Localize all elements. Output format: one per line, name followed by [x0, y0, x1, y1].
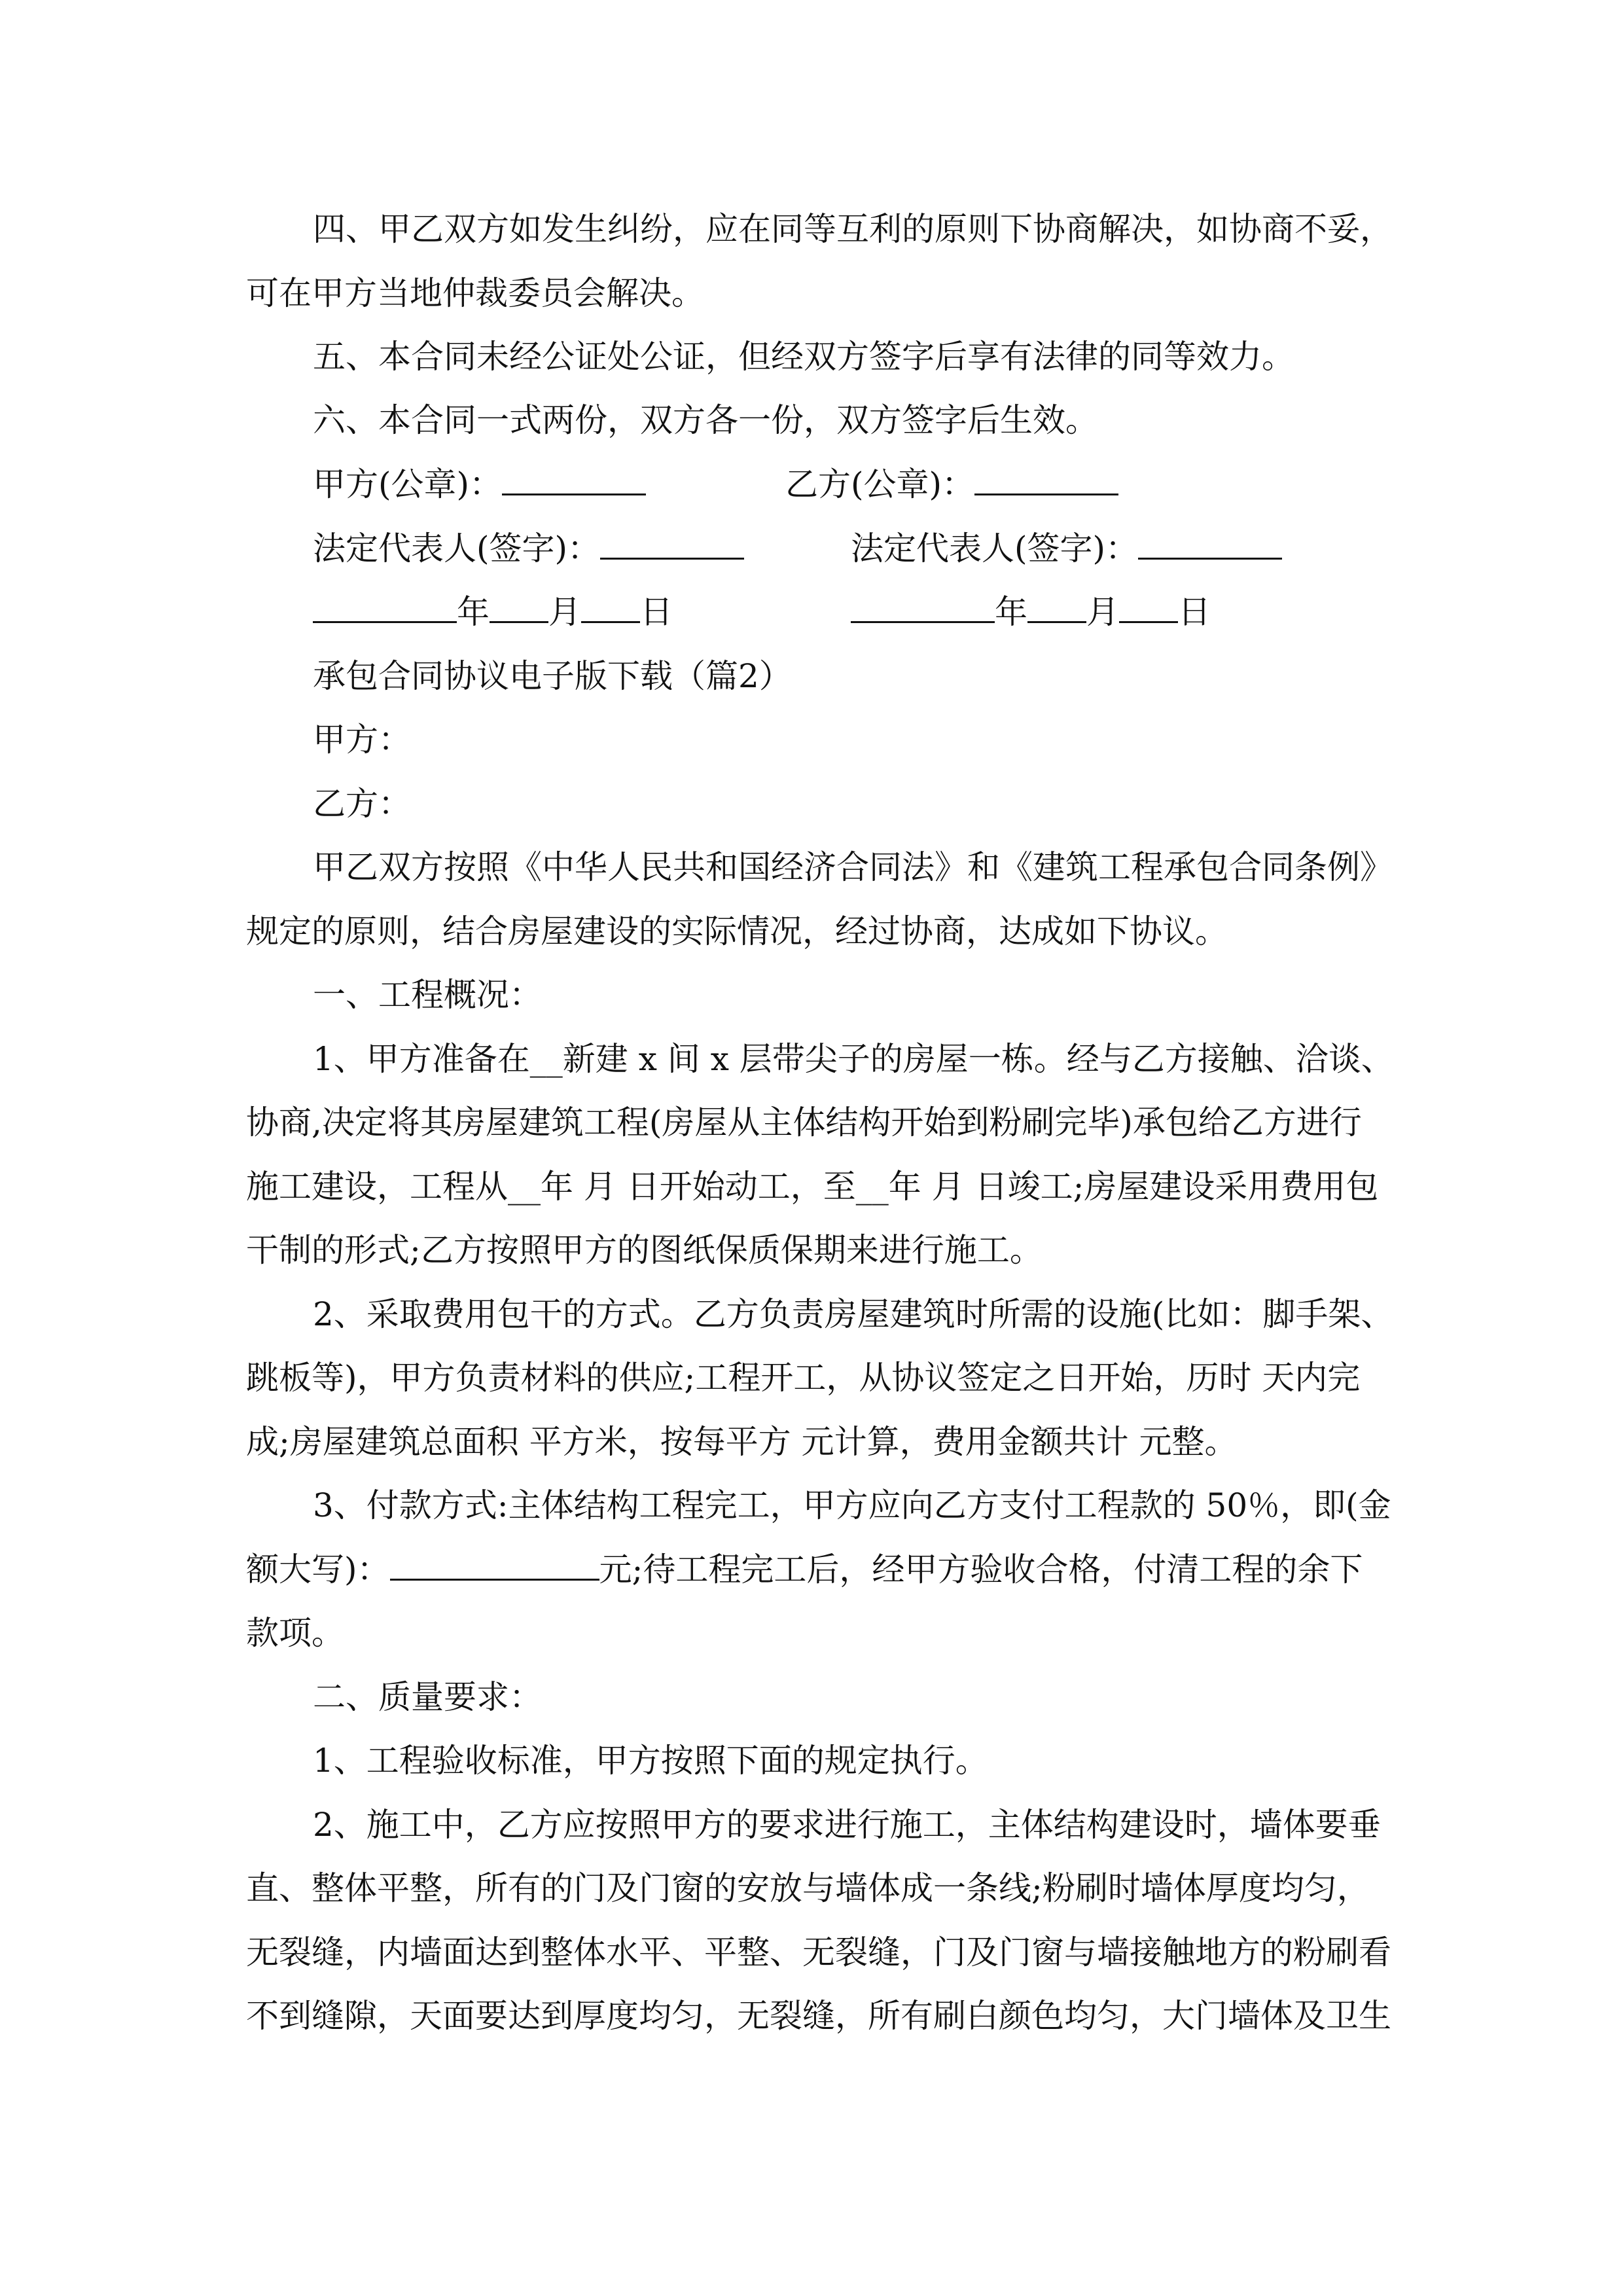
date-a-day-label: 日	[640, 593, 673, 631]
date-a-year-blank	[313, 592, 457, 623]
date-a-day-blank	[581, 592, 640, 623]
party-b-seal-blank	[974, 465, 1118, 495]
intro-line-2: 规定的原则，结合房屋建设的实际情况，经过协商，达成如下协议。	[246, 912, 1228, 950]
item-3-line-3: 款项。	[246, 1614, 344, 1652]
section-2-title: 承包合同协议电子版下载（篇2）	[313, 657, 792, 695]
date-b-day-blank	[1119, 592, 1178, 623]
date-b-month-label: 月	[1086, 593, 1119, 631]
rep-b-blank	[1138, 529, 1282, 560]
date-b-month-blank	[1027, 592, 1086, 623]
party-b-label: 乙方：	[313, 785, 411, 823]
item-2-line-3: 成;房屋建筑总面积 平方米，按每平方 元计算，费用金额共计 元整。	[246, 1423, 1238, 1461]
quality-2-line-3: 无裂缝，内墙面达到整体水平、平整、无裂缝，门及门窗与墙接触地方的粉刷看	[246, 1933, 1391, 1971]
item-3-line-2-suffix: 元;待工程完工后，经甲方验收合格，付清工程的余下	[599, 1551, 1363, 1588]
date-b-line	[851, 592, 1211, 632]
date-a-year-label: 年	[457, 593, 490, 631]
quality-2-line-4: 不到缝隙，天面要达到厚度均匀，无裂缝，所有刷白颜色均匀，大门墙体及卫生	[246, 1997, 1391, 2035]
date-a-month-blank	[490, 592, 548, 623]
party-a-seal-label: 甲方(公章)：	[313, 465, 503, 503]
item-3-amount-blank	[390, 1550, 599, 1581]
rep-a-label: 法定代表人(签字)：	[313, 529, 601, 567]
rep-b-label: 法定代表人(签字)：	[851, 529, 1139, 567]
quality-2-line-1: 2、施工中，乙方应按照甲方的要求进行施工，主体结构建设时，墙体要垂	[313, 1806, 1381, 1844]
party-b-seal-line	[785, 465, 1118, 504]
intro-line-1: 甲乙双方按照《中华人民共和国经济合同法》和《建筑工程承包合同条例》	[313, 848, 1393, 886]
item-2-line-2: 跳板等)，甲方负责材料的供应;工程开工，从协议签定之日开始，历时 天内完	[246, 1359, 1361, 1397]
quality-2-line-2: 直、整体平整，所有的门及门窗的安放与墙体成一条线;粉刷时墙体厚度均匀，	[246, 1869, 1370, 1907]
rep-a-line	[313, 529, 744, 568]
date-b-year-label: 年	[995, 593, 1027, 631]
clause-6: 六、本合同一式两份，双方各一份，双方签字后生效。	[313, 401, 1098, 439]
item-1-line-1: 1、甲方准备在__新建 x 间 x 层带尖子的房屋一栋。经与乙方接触、洽谈、	[313, 1040, 1394, 1078]
item-1-line-2: 协商,决定将其房屋建筑工程(房屋从主体结构开始到粉刷完毕)承包给乙方进行	[246, 1103, 1362, 1141]
item-2-line-1: 2、采取费用包干的方式。乙方负责房屋建筑时所需的设施(比如：脚手架、	[313, 1295, 1394, 1333]
party-a-seal-blank	[502, 465, 646, 495]
item-3-line-2	[246, 1550, 1363, 1589]
party-a-label: 甲方：	[313, 721, 411, 759]
clause-4-line-2: 可在甲方当地仲裁委员会解决。	[246, 274, 704, 312]
rep-a-blank	[600, 529, 744, 560]
item-1-line-4: 干制的形式;乙方按照甲方的图纸保质保期来进行施工。	[246, 1231, 1043, 1269]
date-b-year-blank	[851, 592, 995, 623]
item-3-amount-label: 额大写)：	[246, 1551, 390, 1588]
rep-b-line	[851, 529, 1282, 568]
date-a-month-label: 月	[548, 593, 581, 631]
item-3-line-1: 3、付款方式:主体结构工程完工，甲方应向乙方支付工程款的 50％，即(金	[313, 1486, 1391, 1524]
item-1-line-3: 施工建设，工程从__年 月 日开始动工，至__年 月 日竣工;房屋建设采用费用包	[246, 1168, 1379, 1206]
quality-1: 1、工程验收标准，甲方按照下面的规定执行。	[313, 1742, 988, 1780]
clause-5: 五、本合同未经公证处公证，但经双方签字后享有法律的同等效力。	[313, 338, 1294, 376]
party-b-seal-label: 乙方(公章)：	[785, 465, 975, 503]
date-a-line	[313, 592, 673, 632]
part-1-title: 一、工程概况：	[313, 976, 542, 1014]
part-2-title: 二、质量要求：	[313, 1678, 542, 1716]
clause-4-line-1: 四、甲乙双方如发生纠纷，应在同等互利的原则下协商解决，如协商不妥，	[313, 210, 1393, 248]
party-a-seal-line	[313, 465, 646, 504]
date-b-day-label: 日	[1178, 593, 1211, 631]
